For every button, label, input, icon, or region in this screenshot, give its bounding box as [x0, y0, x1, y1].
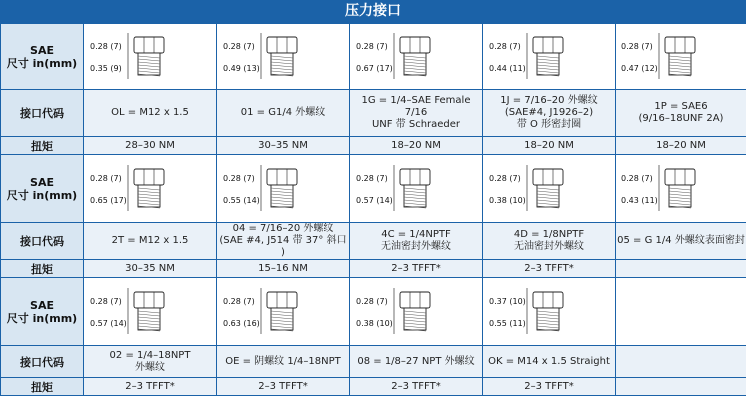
- dimension-bottom-label: 0.49 (13): [223, 63, 260, 73]
- torque-value: 15–16 NM: [217, 260, 350, 278]
- torque-value: 2–3 TFFT*: [483, 260, 616, 278]
- fitting-drawing: [483, 155, 616, 223]
- torque-row-3: [1, 378, 746, 396]
- fitting-drawing: [350, 155, 483, 223]
- torque-value: 28–30 NM: [84, 137, 217, 155]
- fitting-diagram: [90, 27, 210, 87]
- dimension-top-label: 0.28 (7): [90, 41, 122, 51]
- port-code-line: OK = M14 x 1.5 Straight: [488, 355, 610, 367]
- dimension-bottom-label: 0.63 (16): [223, 318, 260, 328]
- dimension-bottom-label: 0.57 (14): [356, 195, 393, 205]
- port-code: [217, 90, 350, 137]
- dimension-top-label: 0.28 (7): [223, 296, 255, 306]
- dimension-top-label: 0.28 (7): [223, 173, 255, 183]
- fitting-diagram: [489, 27, 609, 87]
- dimension-bottom-label: 0.35 (9): [90, 63, 122, 73]
- torque-row-1: [1, 137, 746, 155]
- fitting-diagram: [223, 27, 343, 87]
- sae-row-1: [1, 24, 746, 90]
- pressure-port-table: [0, 23, 746, 396]
- torque-value: 2–3 TFFT*: [217, 378, 350, 396]
- sae-label: SAE 尺寸 in(mm): [1, 278, 84, 346]
- sae-row-2: [1, 155, 746, 223]
- port-code-line: 1G = 1/4–SAE Female 7/16: [361, 95, 471, 118]
- dimension-top-label: 0.28 (7): [223, 41, 255, 51]
- fitting-drawing: [616, 155, 746, 223]
- sae-row-3: [1, 278, 746, 346]
- port-code-line: 1P = SAE6: [654, 101, 708, 112]
- fitting-drawing: [84, 24, 217, 90]
- port-code-line: 无油密封外螺纹: [514, 241, 584, 252]
- dimension-bottom-label: 0.55 (11): [489, 318, 526, 328]
- torque-value: 30–35 NM: [84, 260, 217, 278]
- fitting-diagram: [356, 27, 476, 87]
- port-code: [217, 346, 350, 378]
- dimension-top-label: 0.28 (7): [356, 41, 388, 51]
- port-code-line: 无油密封外螺纹: [381, 241, 451, 252]
- fitting-diagram: [90, 282, 210, 342]
- port-code-line: 02 = 1/4–18NPT: [109, 349, 191, 361]
- port-code: [350, 223, 483, 260]
- torque-value: 2–3 TFFT*: [84, 378, 217, 396]
- torque-value: 18–20 NM: [350, 137, 483, 155]
- dimension-top-label: 0.28 (7): [356, 173, 388, 183]
- port-code: [84, 346, 217, 378]
- port-code: [483, 223, 616, 260]
- torque-label: 扭矩: [1, 137, 84, 155]
- dimension-top-label: 0.28 (7): [356, 296, 388, 306]
- code-label: 接口代码: [1, 223, 84, 260]
- port-code-line: 1J = 7/16–20 外螺纹: [500, 95, 598, 106]
- torque-value: 2–3 TFFT*: [350, 378, 483, 396]
- torque-value: 2–3 TFFT*: [483, 378, 616, 396]
- dimension-top-label: 0.28 (7): [90, 173, 122, 183]
- torque-value: 18–20 NM: [616, 137, 746, 155]
- table-title: 压力接口: [0, 0, 746, 24]
- empty-cell: [616, 278, 746, 346]
- port-code-line: OL = M12 x 1.5: [111, 107, 189, 118]
- port-code: [350, 90, 483, 137]
- code-label: 接口代码: [1, 346, 84, 378]
- port-code: [483, 90, 616, 137]
- torque-value: 18–20 NM: [483, 137, 616, 155]
- port-code-line: (SAE #4, J514 带 37° 斜口 ): [219, 235, 347, 258]
- fitting-drawing: [483, 278, 616, 346]
- port-code: [616, 223, 746, 260]
- port-code: [84, 223, 217, 260]
- fitting-diagram: [621, 27, 741, 87]
- dimension-top-label: 0.37 (10): [489, 296, 526, 306]
- code-row-2: [1, 223, 746, 260]
- dimension-top-label: 0.28 (7): [621, 173, 653, 183]
- sae-label: SAE 尺寸 in(mm): [1, 24, 84, 90]
- port-code-line: 外螺纹: [135, 361, 165, 373]
- dimension-bottom-label: 0.47 (12): [621, 63, 658, 73]
- port-code: [350, 346, 483, 378]
- port-code-line: 4C = 1/4NPTF: [381, 229, 451, 240]
- code-row-3: [1, 346, 746, 378]
- port-code-line: 08 = 1/8–27 NPT 外螺纹: [357, 355, 475, 367]
- code-row-1: [1, 90, 746, 137]
- fitting-drawing: [350, 24, 483, 90]
- port-code-line: (9/16–18UNF 2A): [638, 113, 724, 124]
- fitting-diagram: [621, 159, 741, 219]
- dimension-bottom-label: 0.65 (17): [90, 195, 127, 205]
- fitting-diagram: [356, 282, 476, 342]
- fitting-diagram: [90, 159, 210, 219]
- fitting-drawing: [616, 24, 746, 90]
- dimension-bottom-label: 0.44 (11): [489, 63, 526, 73]
- port-code-line: 05 = G 1/4 外螺纹表面密封: [617, 235, 745, 246]
- port-code-line: 4D = 1/8NPTF: [513, 229, 585, 240]
- fitting-diagram: [356, 159, 476, 219]
- dimension-top-label: 0.28 (7): [621, 41, 653, 51]
- fitting-drawing: [84, 155, 217, 223]
- dimension-bottom-label: 0.38 (10): [489, 195, 526, 205]
- dimension-bottom-label: 0.67 (17): [356, 63, 393, 73]
- empty-cell: [616, 346, 746, 378]
- dimension-bottom-label: 0.55 (14): [223, 195, 260, 205]
- port-code: [616, 90, 746, 137]
- fitting-diagram: [489, 282, 609, 342]
- torque-value: 2–3 TFFT*: [350, 260, 483, 278]
- dimension-top-label: 0.28 (7): [489, 41, 521, 51]
- torque-label: 扭矩: [1, 378, 84, 396]
- fitting-diagram: [223, 282, 343, 342]
- torque-value: 30–35 NM: [217, 137, 350, 155]
- fitting-diagram: [223, 159, 343, 219]
- dimension-bottom-label: 0.57 (14): [90, 318, 127, 328]
- torque-row-2: [1, 260, 746, 278]
- dimension-bottom-label: 0.38 (10): [356, 318, 393, 328]
- port-code: [217, 223, 350, 260]
- port-code-line: 01 = G1/4 外螺纹: [240, 107, 326, 118]
- fitting-drawing: [350, 278, 483, 346]
- dimension-bottom-label: 0.43 (11): [621, 195, 658, 205]
- fitting-drawing: [483, 24, 616, 90]
- fitting-drawing: [217, 278, 350, 346]
- fitting-drawing: [217, 24, 350, 90]
- dimension-top-label: 0.28 (7): [489, 173, 521, 183]
- dimension-top-label: 0.28 (7): [90, 296, 122, 306]
- torque-label: 扭矩: [1, 260, 84, 278]
- port-code-line: 带 O 形密封圈: [516, 119, 582, 130]
- port-code-line: UNF 带 Schraeder: [371, 119, 461, 130]
- empty-cell: [616, 378, 746, 396]
- fitting-drawing: [217, 155, 350, 223]
- sae-label: SAE 尺寸 in(mm): [1, 155, 84, 223]
- port-code: [84, 90, 217, 137]
- fitting-diagram: [489, 159, 609, 219]
- port-code: [483, 346, 616, 378]
- port-code-line: 2T = M12 x 1.5: [111, 235, 189, 246]
- port-code-line: (SAE#4, J1926–2): [504, 107, 594, 118]
- port-code-line: 04 = 7/16–20 外螺纹: [232, 223, 334, 234]
- port-code-line: OE = 阴螺纹 1/4–18NPT: [225, 355, 341, 367]
- fitting-drawing: [84, 278, 217, 346]
- torque-value: [616, 260, 746, 278]
- code-label: 接口代码: [1, 90, 84, 137]
